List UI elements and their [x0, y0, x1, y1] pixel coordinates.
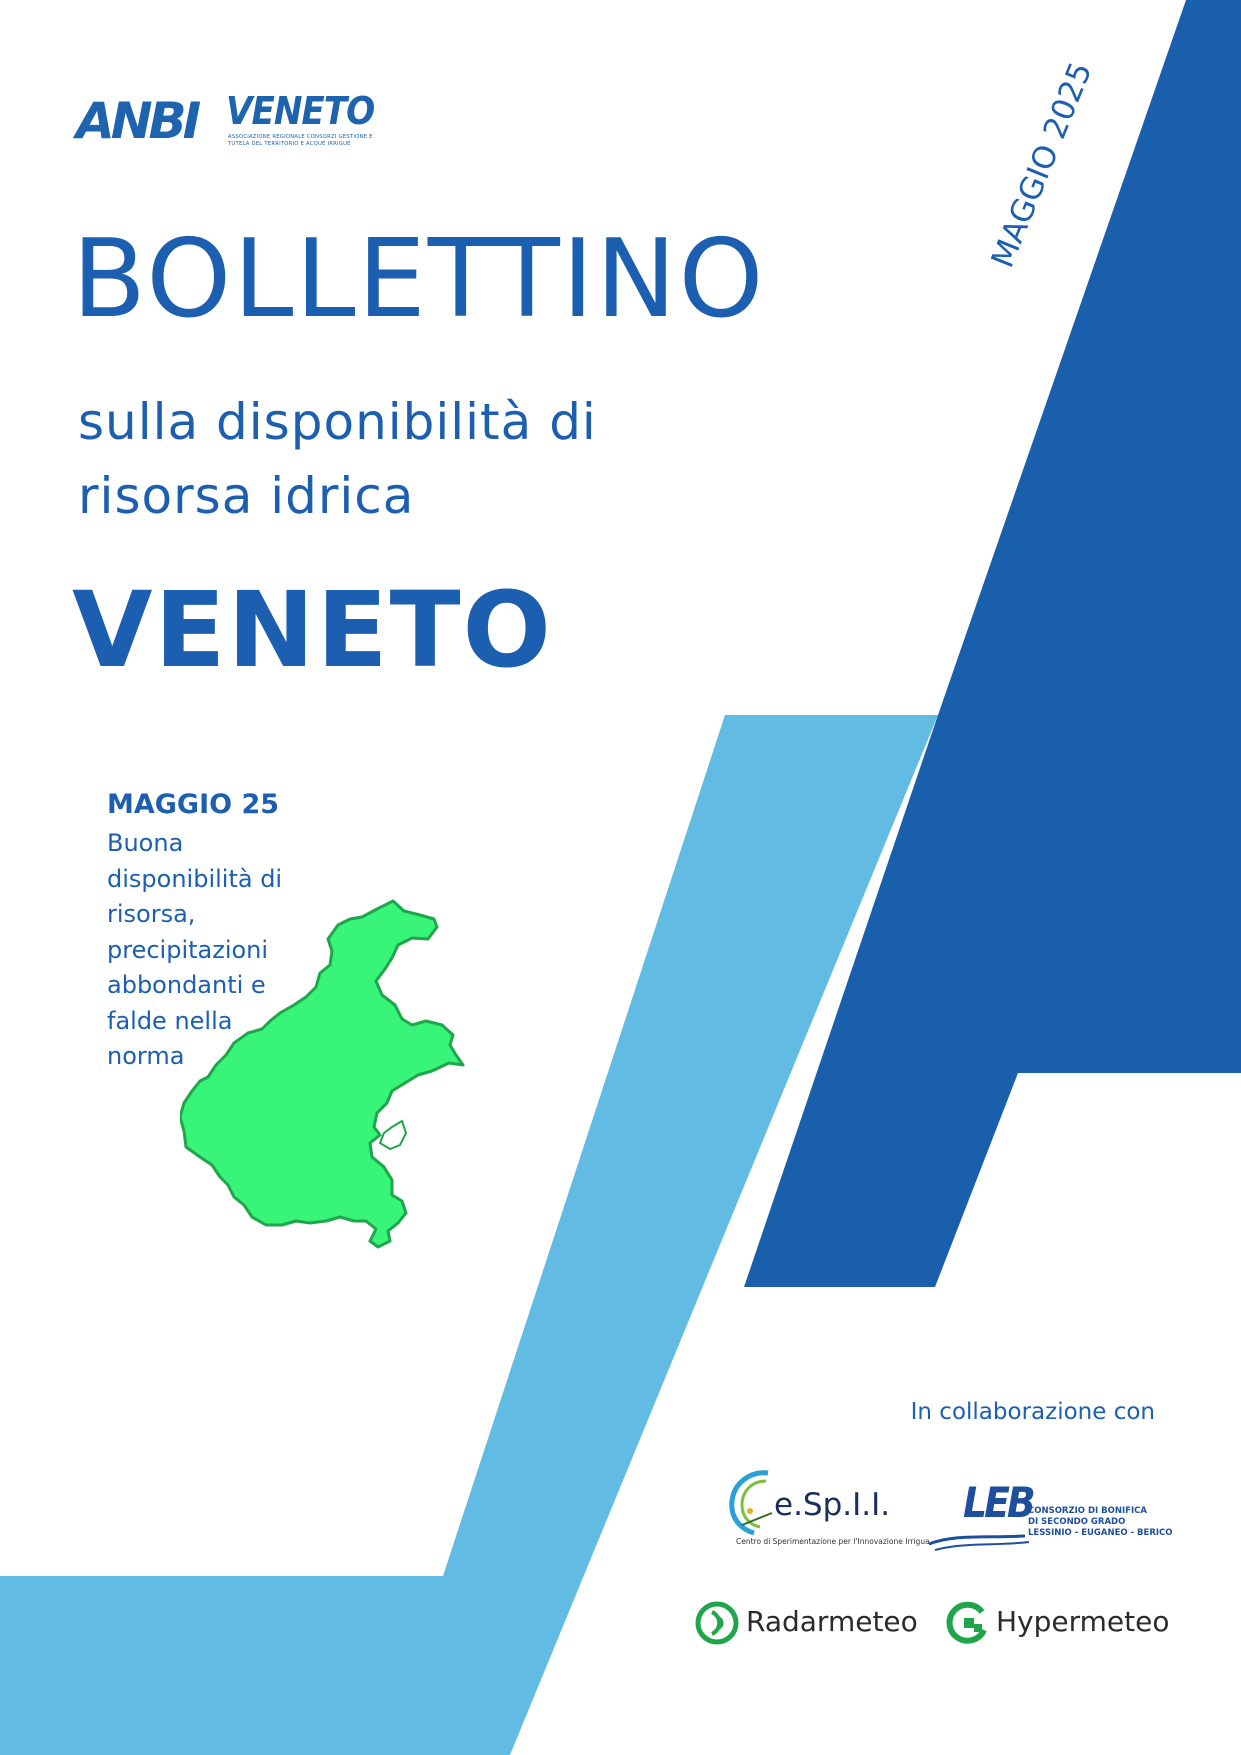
- issue-date: MAGGIO 2025: [984, 57, 1100, 273]
- region-title: VENETO: [72, 569, 553, 691]
- leb-logo: [925, 1478, 1175, 1558]
- leb-text-line: DI SECONDO GRADO: [1028, 1517, 1126, 1527]
- hypermeteo-logo: [944, 1600, 1184, 1648]
- hypermeteo-name: Hypermeteo: [996, 1605, 1170, 1638]
- anbi-logo-letters: ANBI: [76, 92, 198, 150]
- leb-text-line: CONSORZIO DI BONIFICA: [1028, 1506, 1147, 1516]
- radarmeteo-icon: [694, 1600, 740, 1646]
- status-line: falde nella: [107, 1006, 233, 1035]
- subtitle-line-2: risorsa idrica: [78, 467, 415, 525]
- cover-title: BOLLETTINO: [72, 217, 766, 342]
- espii-name: e.Sp.I.I.: [774, 1487, 891, 1523]
- collaboration-label: In collaborazione con: [910, 1399, 1155, 1425]
- hypermeteo-icon: [944, 1600, 990, 1646]
- anbi-logo-subtitle: ASSOCIAZIONE REGIONALE CONSORZI GESTIONE E TUTELA DEL TERRITORIO E ACQUE IRRIGUE: [228, 134, 373, 147]
- status-line: precipitazioni: [107, 935, 269, 964]
- lagoon-shape: [380, 1121, 406, 1149]
- status-month: MAGGIO 25: [107, 789, 280, 820]
- leb-letters: LEB: [963, 1478, 1033, 1527]
- espii-emblem-icon: [720, 1465, 780, 1540]
- anbi-logo-name: VENETO: [226, 89, 375, 133]
- radarmeteo-logo: [694, 1600, 934, 1648]
- espii-logo: [720, 1465, 930, 1555]
- veneto-region-shape: [180, 901, 463, 1247]
- veneto-map: [180, 895, 530, 1285]
- status-line: risorsa,: [107, 900, 196, 928]
- cover-subtitle: [78, 385, 798, 533]
- anbi-veneto-logo: [76, 86, 386, 156]
- status-line: Buona: [107, 829, 184, 857]
- leb-text: [1028, 1506, 1178, 1539]
- status-line: abbondanti e: [107, 971, 266, 999]
- status-line: norma: [107, 1042, 185, 1070]
- status-line: disponibilità di: [107, 864, 283, 893]
- leb-text-line: LESSINIO - EUGANEO - BERICO: [1028, 1528, 1173, 1538]
- subtitle-line-1: sulla disponibilità di: [78, 393, 597, 451]
- espii-subtitle: Centro di Sperimentazione per l'Innovazione Irrigua: [736, 1537, 930, 1546]
- radarmeteo-name: Radarmeteo: [746, 1605, 918, 1638]
